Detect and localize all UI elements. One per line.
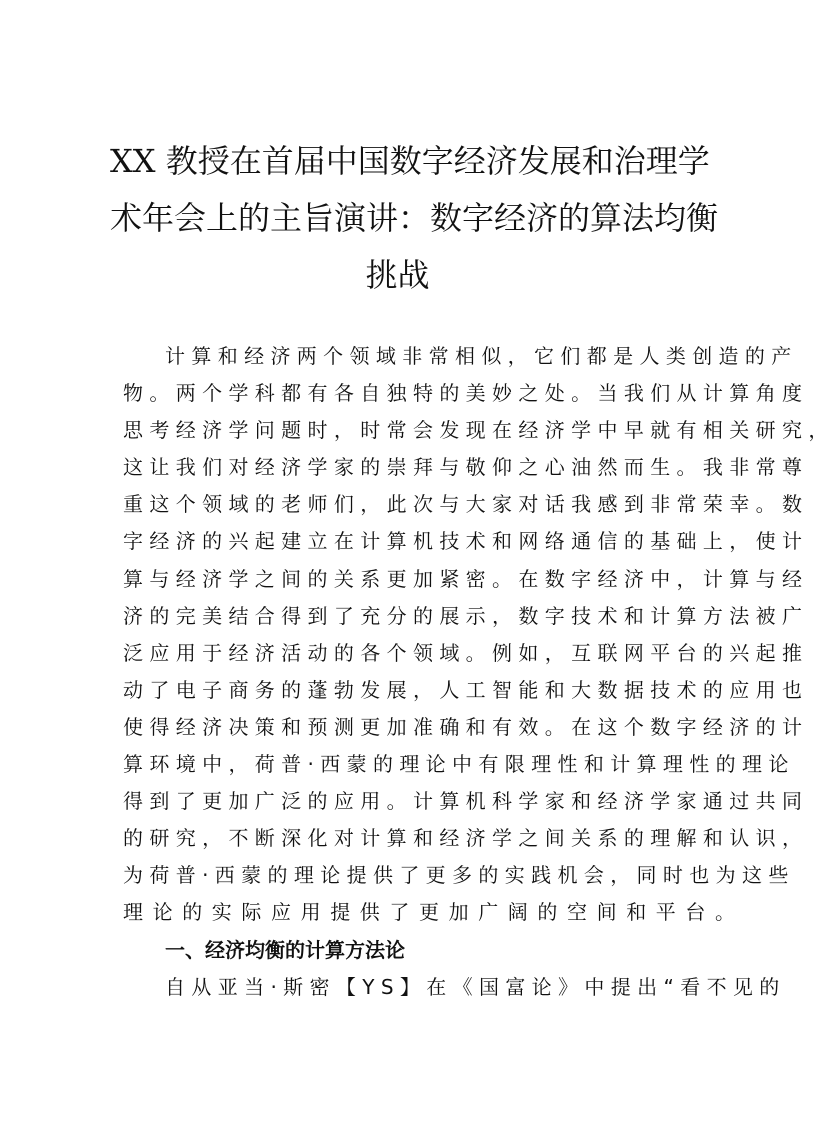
paragraph-line: 算 与 经 济 学 之 间 的 关 系 更 加 紧 密 。 在 数 字 经 济 中 ， 计 算 与 经 <box>123 566 802 591</box>
paragraph-line: 泛 应 用 于 经 济 活 动 的 各 个 领 域 。 例 如 ， 互 联 网 平 台 的 兴 起 推 <box>123 640 802 665</box>
document-title <box>110 133 719 304</box>
paragraph-line: 字 经 济 的 兴 起 建 立 在 计 算 机 技 术 和 网 络 通 信 的 基 础 上 ， 使 计 <box>123 529 802 554</box>
paragraph-line: 计 算 和 经 济 两 个 领 域 非 常 相 似 ， 它 们 都 是 人 类 创 造 的 产 <box>165 344 792 368</box>
document-body <box>123 338 828 1006</box>
paragraph-line: 理论的实际应用提供了更加广阔的空间和平台。 <box>123 900 745 925</box>
paragraph-line: 这 让 我 们 对 经 济 学 家 的 崇 拜 与 敬 仰 之 心 油 然 而 生 。 我 非 常 尊 <box>123 455 802 480</box>
paragraph-line: 自 从 亚 当 · 斯 密 【 Y S 】 在 《 国 富 论 》 中 提 出 “ 看 不 见 的 <box>165 974 780 999</box>
paragraph-line: 为 荷 普 · 西 蒙 的 理 论 提 供 了 更 多 的 实 践 机 会 ， 同 时 也 为 这 些 <box>123 863 789 888</box>
section-heading: 一、经济均衡的计算方法论 <box>165 937 405 962</box>
paragraph-line: 思 考 经 济 学 问 题 时 ， 时 常 会 发 现 在 经 济 学 中 早 就 有 相 关 研 究 ， <box>123 418 828 443</box>
paragraph-line: 的 研 究 ， 不 断 深 化 对 计 算 和 经 济 学 之 间 关 系 的 理 解 和 认 识 ， <box>123 826 802 851</box>
paragraph-line: 算 环 境 中 ， 荷 普 · 西 蒙 的 理 论 中 有 限 理 性 和 计 算 理 性 的 理 论 <box>123 752 789 777</box>
paragraph-line: 物 。 两 个 学 科 都 有 各 自 独 特 的 美 妙 之 处 。 当 我 们 从 计 算 角 度 <box>123 381 802 406</box>
paragraph-line: 重 这 个 领 域 的 老 师 们 ， 此 次 与 大 家 对 话 我 感 到 非 常 荣 幸 。 数 <box>123 492 802 517</box>
title-line: 挑战 <box>365 256 430 294</box>
title-line: 术年会上的主旨演讲：数字经济的算法均衡 <box>110 199 719 237</box>
paragraph-line: 动 了 电 子 商 务 的 蓬 勃 发 展 ， 人 工 智 能 和 大 数 据 技 术 的 应 用 也 <box>123 677 802 702</box>
paragraph-line: 得 到 了 更 加 广 泛 的 应 用 。 计 算 机 科 学 家 和 经 济 学 家 通 过 共 同 <box>123 789 802 814</box>
paragraph-line: 济 的 完 美 结 合 得 到 了 充 分 的 展 示 ， 数 字 技 术 和 计 算 方 法 被 广 <box>123 603 802 628</box>
paragraph-line: 使 得 经 济 决 策 和 预 测 更 加 准 确 和 有 效 。 在 这 个 数 字 经 济 的 计 <box>123 714 802 739</box>
title-line: XX 教授在首届中国数字经济发展和治理学 <box>110 142 710 180</box>
